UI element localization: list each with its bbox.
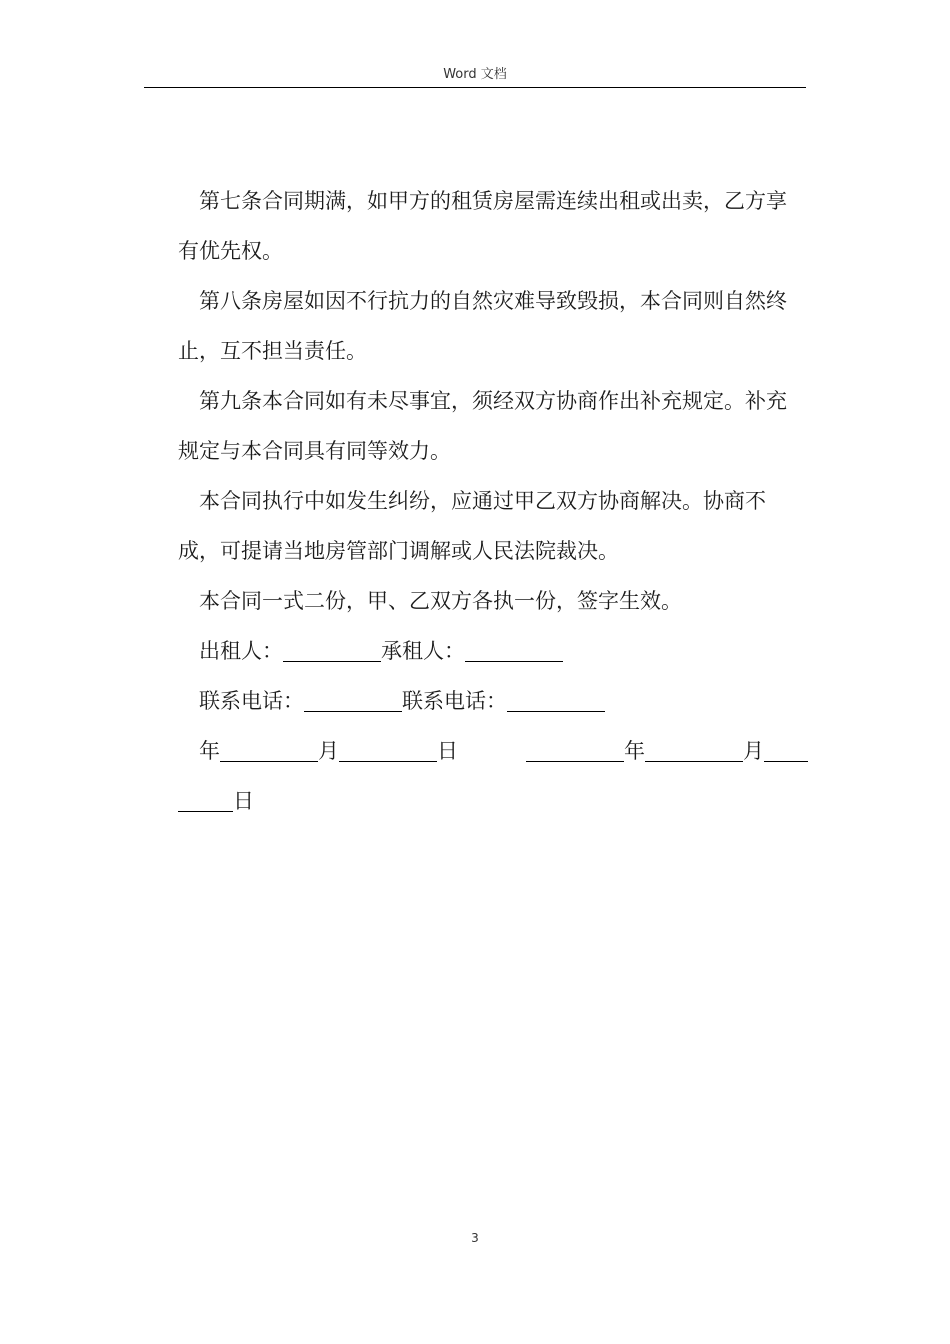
page-number: 3 [471,1231,479,1245]
document-body [178,176,802,826]
date-line-continued [178,776,802,826]
page-header [144,66,806,84]
lessee-phone-blank [507,687,605,712]
dispute-clause: 本合同执行中如发生纠纷，应通过甲乙双方协商解决。协商不成，可提请当地房管部门调解或人民法院裁决。 [178,489,766,563]
lessee-month-label: 月 [743,739,764,763]
lessee-year-label: 年 [624,739,645,763]
lessor-phone-blank [304,687,402,712]
signature-line [178,626,802,676]
date-line [178,726,802,776]
lessee-day-blank-part2 [178,787,233,812]
clause-8: 第八条房屋如因不行抗力的自然灾难导致毁损，本合同则自然终止，互不担当责任。 [178,289,787,363]
clause-9: 第九条本合同如有未尽事宜，须经双方协商作出补充规定。补充规定与本合同具有同等效力。 [178,389,787,463]
lessor-label: 出租人： [199,639,283,663]
lessee-day-blank-part1 [764,737,808,762]
lessor-month-label: 月 [318,739,339,763]
lessor-blank [283,637,381,662]
lessor-year-label: 年 [199,739,220,763]
lessee-month-blank [645,737,743,762]
lessee-phone-label: 联系电话： [402,689,507,713]
lessee-day-label: 日 [233,789,254,813]
lessee-blank [465,637,563,662]
header-title: Word 文档 [443,67,507,82]
phone-line [178,676,802,726]
lessor-day-label: 日 [437,739,458,763]
lessor-year-blank [220,737,318,762]
lessor-month-blank [339,737,437,762]
lessee-label: 承租人： [381,639,465,663]
lessor-phone-label: 联系电话： [199,689,304,713]
lessee-year-blank [526,737,624,762]
header-divider [144,87,806,88]
clause-7: 第七条合同期满，如甲方的租赁房屋需连续出租或出卖，乙方享有优先权。 [178,189,787,263]
copies-clause: 本合同一式二份，甲、乙双方各执一份，签字生效。 [199,589,682,613]
